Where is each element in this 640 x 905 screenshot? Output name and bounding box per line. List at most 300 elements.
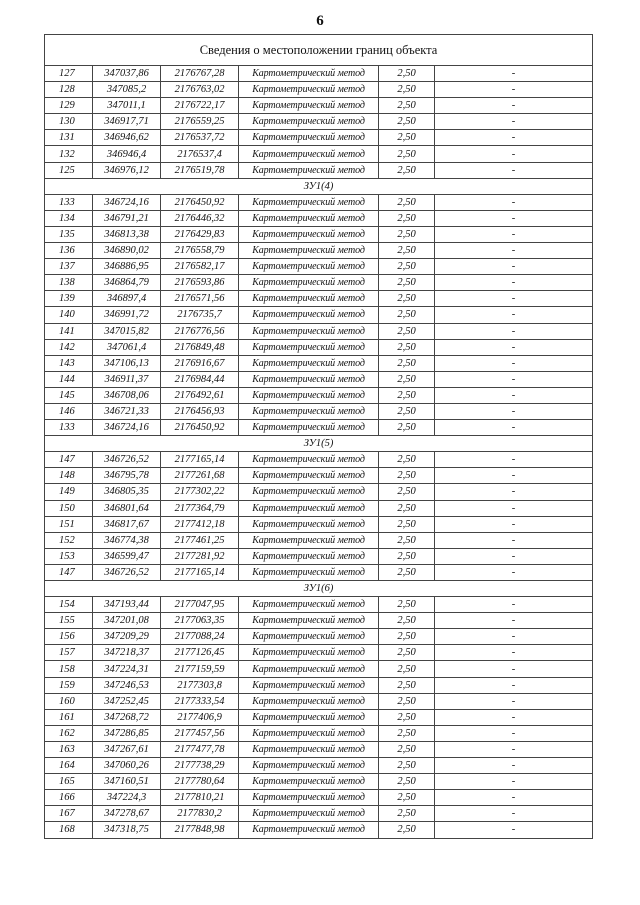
point-number-cell: 168 (45, 822, 93, 838)
accuracy-cell: 2,50 (379, 597, 435, 613)
coord-x-cell: 346897,4 (93, 291, 161, 307)
accuracy-cell: 2,50 (379, 790, 435, 806)
method-cell: Картометрический метод (239, 597, 379, 613)
description-cell: - (435, 355, 593, 371)
accuracy-cell: 2,50 (379, 661, 435, 677)
description-cell: - (435, 709, 593, 725)
description-cell: - (435, 452, 593, 468)
accuracy-cell: 2,50 (379, 774, 435, 790)
coord-y-cell: 2177261,68 (161, 468, 239, 484)
table-row (45, 387, 593, 403)
point-number-cell: 154 (45, 597, 93, 613)
method-cell: Картометрический метод (239, 661, 379, 677)
table-row (45, 484, 593, 500)
coord-y-cell: 2176722,17 (161, 98, 239, 114)
description-cell: - (435, 790, 593, 806)
coord-x-cell: 347061,4 (93, 339, 161, 355)
accuracy-cell: 2,50 (379, 548, 435, 564)
point-number-cell: 132 (45, 146, 93, 162)
coord-x-cell: 346795,78 (93, 468, 161, 484)
coord-y-cell: 2176519,78 (161, 162, 239, 178)
method-cell: Картометрический метод (239, 66, 379, 82)
method-cell: Картометрический метод (239, 114, 379, 130)
coord-x-cell: 347224,3 (93, 790, 161, 806)
method-cell: Картометрический метод (239, 355, 379, 371)
coord-y-cell: 2177088,24 (161, 629, 239, 645)
point-number-cell: 135 (45, 226, 93, 242)
table-row (45, 259, 593, 275)
accuracy-cell: 2,50 (379, 822, 435, 838)
coord-y-cell: 2176984,44 (161, 371, 239, 387)
accuracy-cell: 2,50 (379, 403, 435, 419)
coord-x-cell: 346726,52 (93, 564, 161, 580)
accuracy-cell: 2,50 (379, 210, 435, 226)
method-cell: Картометрический метод (239, 693, 379, 709)
method-cell: Картометрический метод (239, 275, 379, 291)
accuracy-cell: 2,50 (379, 371, 435, 387)
accuracy-cell: 2,50 (379, 806, 435, 822)
coord-y-cell: 2176492,61 (161, 387, 239, 403)
method-cell: Картометрический метод (239, 82, 379, 98)
accuracy-cell: 2,50 (379, 452, 435, 468)
section-label: ЗУ1(5) (45, 436, 593, 452)
description-cell: - (435, 822, 593, 838)
coord-x-cell: 347252,45 (93, 693, 161, 709)
coord-y-cell: 2177457,56 (161, 725, 239, 741)
accuracy-cell: 2,50 (379, 516, 435, 532)
method-cell: Картометрический метод (239, 564, 379, 580)
method-cell: Картометрический метод (239, 291, 379, 307)
coord-x-cell: 347286,85 (93, 725, 161, 741)
description-cell: - (435, 725, 593, 741)
point-number-cell: 140 (45, 307, 93, 323)
description-cell: - (435, 98, 593, 114)
table-row (45, 403, 593, 419)
accuracy-cell: 2,50 (379, 194, 435, 210)
coord-x-cell: 346724,16 (93, 194, 161, 210)
description-cell: - (435, 371, 593, 387)
table-row (45, 162, 593, 178)
method-cell: Картометрический метод (239, 806, 379, 822)
table-row (45, 468, 593, 484)
description-cell: - (435, 532, 593, 548)
coord-x-cell: 347246,53 (93, 677, 161, 693)
coord-y-cell: 2176450,92 (161, 194, 239, 210)
coord-y-cell: 2176767,28 (161, 66, 239, 82)
accuracy-cell: 2,50 (379, 387, 435, 403)
table-row (45, 500, 593, 516)
coord-y-cell: 2176571,56 (161, 291, 239, 307)
table-row (45, 774, 593, 790)
table-row (45, 741, 593, 757)
point-number-cell: 158 (45, 661, 93, 677)
point-number-cell: 144 (45, 371, 93, 387)
point-number-cell: 166 (45, 790, 93, 806)
accuracy-cell: 2,50 (379, 564, 435, 580)
table-row (45, 452, 593, 468)
accuracy-cell: 2,50 (379, 677, 435, 693)
description-cell: - (435, 500, 593, 516)
point-number-cell: 151 (45, 516, 93, 532)
coord-x-cell: 346817,67 (93, 516, 161, 532)
description-cell: - (435, 758, 593, 774)
method-cell: Картометрический метод (239, 741, 379, 757)
description-cell: - (435, 194, 593, 210)
coord-y-cell: 2176446,32 (161, 210, 239, 226)
coord-y-cell: 2177159,59 (161, 661, 239, 677)
accuracy-cell: 2,50 (379, 500, 435, 516)
method-cell: Картометрический метод (239, 822, 379, 838)
point-number-cell: 159 (45, 677, 93, 693)
description-cell: - (435, 806, 593, 822)
description-cell: - (435, 66, 593, 82)
point-number-cell: 127 (45, 66, 93, 82)
coord-x-cell: 346801,64 (93, 500, 161, 516)
coord-y-cell: 2177406,9 (161, 709, 239, 725)
coord-y-cell: 2177063,35 (161, 613, 239, 629)
coord-y-cell: 2177461,25 (161, 532, 239, 548)
description-cell: - (435, 162, 593, 178)
coord-x-cell: 346726,52 (93, 452, 161, 468)
description-cell: - (435, 146, 593, 162)
coord-x-cell: 347278,67 (93, 806, 161, 822)
description-cell: - (435, 339, 593, 355)
description-cell: - (435, 597, 593, 613)
point-number-cell: 137 (45, 259, 93, 275)
coord-x-cell: 346805,35 (93, 484, 161, 500)
coord-x-cell: 346774,38 (93, 532, 161, 548)
point-number-cell: 150 (45, 500, 93, 516)
table-row (45, 661, 593, 677)
method-cell: Картометрический метод (239, 709, 379, 725)
section-row (45, 178, 593, 194)
accuracy-cell: 2,50 (379, 66, 435, 82)
coord-y-cell: 2176735,7 (161, 307, 239, 323)
table-row (45, 82, 593, 98)
coord-x-cell: 347037,86 (93, 66, 161, 82)
table-row (45, 693, 593, 709)
table-row (45, 629, 593, 645)
coord-y-cell: 2177047,95 (161, 597, 239, 613)
point-number-cell: 142 (45, 339, 93, 355)
method-cell: Картометрический метод (239, 677, 379, 693)
table-row (45, 725, 593, 741)
table-row (45, 114, 593, 130)
accuracy-cell: 2,50 (379, 468, 435, 484)
point-number-cell: 133 (45, 420, 93, 436)
accuracy-cell: 2,50 (379, 645, 435, 661)
coord-y-cell: 2177830,2 (161, 806, 239, 822)
description-cell: - (435, 516, 593, 532)
description-cell: - (435, 564, 593, 580)
method-cell: Картометрический метод (239, 790, 379, 806)
coord-x-cell: 346708,06 (93, 387, 161, 403)
method-cell: Картометрический метод (239, 516, 379, 532)
table-row (45, 371, 593, 387)
coord-x-cell: 346813,38 (93, 226, 161, 242)
coord-y-cell: 2176537,4 (161, 146, 239, 162)
coord-x-cell: 346599,47 (93, 548, 161, 564)
point-number-cell: 155 (45, 613, 93, 629)
table-row (45, 597, 593, 613)
coord-y-cell: 2177364,79 (161, 500, 239, 516)
description-cell: - (435, 693, 593, 709)
coord-x-cell: 346917,71 (93, 114, 161, 130)
point-number-cell: 165 (45, 774, 93, 790)
table-row (45, 758, 593, 774)
point-number-cell: 167 (45, 806, 93, 822)
description-cell: - (435, 387, 593, 403)
accuracy-cell: 2,50 (379, 741, 435, 757)
accuracy-cell: 2,50 (379, 355, 435, 371)
coord-y-cell: 2177303,8 (161, 677, 239, 693)
table-row (45, 98, 593, 114)
table-row (45, 677, 593, 693)
method-cell: Картометрический метод (239, 774, 379, 790)
description-cell: - (435, 403, 593, 419)
accuracy-cell: 2,50 (379, 709, 435, 725)
coord-y-cell: 2177165,14 (161, 452, 239, 468)
description-cell: - (435, 275, 593, 291)
coord-x-cell: 346911,37 (93, 371, 161, 387)
coord-y-cell: 2176916,67 (161, 355, 239, 371)
table-row (45, 146, 593, 162)
point-number-cell: 143 (45, 355, 93, 371)
point-number-cell: 156 (45, 629, 93, 645)
section-label: ЗУ1(6) (45, 581, 593, 597)
coord-y-cell: 2177477,78 (161, 741, 239, 757)
table-row (45, 564, 593, 580)
point-number-cell: 139 (45, 291, 93, 307)
method-cell: Картометрический метод (239, 645, 379, 661)
coord-x-cell: 347106,13 (93, 355, 161, 371)
description-cell: - (435, 243, 593, 259)
table-row (45, 532, 593, 548)
description-cell: - (435, 548, 593, 564)
method-cell: Картометрический метод (239, 420, 379, 436)
point-number-cell: 134 (45, 210, 93, 226)
coord-x-cell: 346946,62 (93, 130, 161, 146)
point-number-cell: 146 (45, 403, 93, 419)
accuracy-cell: 2,50 (379, 758, 435, 774)
method-cell: Картометрический метод (239, 162, 379, 178)
table-row (45, 613, 593, 629)
description-cell: - (435, 629, 593, 645)
table-row (45, 420, 593, 436)
description-cell: - (435, 468, 593, 484)
table-row (45, 822, 593, 838)
description-cell: - (435, 645, 593, 661)
description-cell: - (435, 774, 593, 790)
point-number-cell: 157 (45, 645, 93, 661)
accuracy-cell: 2,50 (379, 532, 435, 548)
coord-x-cell: 347201,08 (93, 613, 161, 629)
coord-x-cell: 347085,2 (93, 82, 161, 98)
method-cell: Картометрический метод (239, 339, 379, 355)
point-number-cell: 125 (45, 162, 93, 178)
point-number-cell: 162 (45, 725, 93, 741)
table-row (45, 339, 593, 355)
coord-y-cell: 2176456,93 (161, 403, 239, 419)
coord-x-cell: 346976,12 (93, 162, 161, 178)
accuracy-cell: 2,50 (379, 114, 435, 130)
table-row (45, 307, 593, 323)
accuracy-cell: 2,50 (379, 226, 435, 242)
coord-x-cell: 346886,95 (93, 259, 161, 275)
method-cell: Картометрический метод (239, 259, 379, 275)
coord-x-cell: 347268,72 (93, 709, 161, 725)
table-row (45, 709, 593, 725)
description-cell: - (435, 484, 593, 500)
method-cell: Картометрический метод (239, 725, 379, 741)
point-number-cell: 138 (45, 275, 93, 291)
description-cell: - (435, 226, 593, 242)
accuracy-cell: 2,50 (379, 259, 435, 275)
description-cell: - (435, 677, 593, 693)
coord-y-cell: 2177126,45 (161, 645, 239, 661)
coord-x-cell: 346890,02 (93, 243, 161, 259)
coord-x-cell: 347218,37 (93, 645, 161, 661)
table-row (45, 66, 593, 82)
accuracy-cell: 2,50 (379, 339, 435, 355)
method-cell: Картометрический метод (239, 146, 379, 162)
coord-y-cell: 2177738,29 (161, 758, 239, 774)
description-cell: - (435, 323, 593, 339)
coord-x-cell: 346721,33 (93, 403, 161, 419)
accuracy-cell: 2,50 (379, 484, 435, 500)
coord-y-cell: 2176776,56 (161, 323, 239, 339)
table-row (45, 130, 593, 146)
coord-x-cell: 347267,61 (93, 741, 161, 757)
method-cell: Картометрический метод (239, 243, 379, 259)
table-row (45, 210, 593, 226)
table-row (45, 548, 593, 564)
table-title-row (45, 35, 593, 66)
method-cell: Картометрический метод (239, 226, 379, 242)
accuracy-cell: 2,50 (379, 291, 435, 307)
coord-y-cell: 2176558,79 (161, 243, 239, 259)
method-cell: Картометрический метод (239, 98, 379, 114)
accuracy-cell: 2,50 (379, 307, 435, 323)
coord-y-cell: 2176559,25 (161, 114, 239, 130)
table-row (45, 355, 593, 371)
method-cell: Картометрический метод (239, 307, 379, 323)
method-cell: Картометрический метод (239, 210, 379, 226)
point-number-cell: 131 (45, 130, 93, 146)
description-cell: - (435, 259, 593, 275)
description-cell: - (435, 307, 593, 323)
coord-y-cell: 2177302,22 (161, 484, 239, 500)
coord-y-cell: 2177780,64 (161, 774, 239, 790)
section-label: ЗУ1(4) (45, 178, 593, 194)
coord-y-cell: 2176582,17 (161, 259, 239, 275)
method-cell: Картометрический метод (239, 468, 379, 484)
method-cell: Картометрический метод (239, 629, 379, 645)
description-cell: - (435, 613, 593, 629)
table-row (45, 291, 593, 307)
point-number-cell: 160 (45, 693, 93, 709)
method-cell: Картометрический метод (239, 387, 379, 403)
description-cell: - (435, 210, 593, 226)
point-number-cell: 148 (45, 468, 93, 484)
description-cell: - (435, 661, 593, 677)
coord-x-cell: 346724,16 (93, 420, 161, 436)
point-number-cell: 149 (45, 484, 93, 500)
method-cell: Картометрический метод (239, 194, 379, 210)
accuracy-cell: 2,50 (379, 275, 435, 291)
section-row (45, 436, 593, 452)
point-number-cell: 133 (45, 194, 93, 210)
coord-y-cell: 2177810,21 (161, 790, 239, 806)
table-row (45, 243, 593, 259)
accuracy-cell: 2,50 (379, 130, 435, 146)
coord-y-cell: 2177333,54 (161, 693, 239, 709)
boundary-coordinates-table (44, 34, 593, 839)
coord-x-cell: 347011,1 (93, 98, 161, 114)
method-cell: Картометрический метод (239, 323, 379, 339)
method-cell: Картометрический метод (239, 130, 379, 146)
method-cell: Картометрический метод (239, 371, 379, 387)
section-row (45, 581, 593, 597)
point-number-cell: 129 (45, 98, 93, 114)
accuracy-cell: 2,50 (379, 693, 435, 709)
accuracy-cell: 2,50 (379, 629, 435, 645)
coord-y-cell: 2176593,86 (161, 275, 239, 291)
method-cell: Картометрический метод (239, 484, 379, 500)
description-cell: - (435, 114, 593, 130)
coord-y-cell: 2177412,18 (161, 516, 239, 532)
coord-x-cell: 347318,75 (93, 822, 161, 838)
coord-x-cell: 346791,21 (93, 210, 161, 226)
coord-x-cell: 347160,51 (93, 774, 161, 790)
coord-x-cell: 347209,29 (93, 629, 161, 645)
method-cell: Картометрический метод (239, 500, 379, 516)
coord-x-cell: 346864,79 (93, 275, 161, 291)
coord-y-cell: 2176450,92 (161, 420, 239, 436)
point-number-cell: 147 (45, 564, 93, 580)
point-number-cell: 136 (45, 243, 93, 259)
point-number-cell: 153 (45, 548, 93, 564)
table-row (45, 516, 593, 532)
accuracy-cell: 2,50 (379, 243, 435, 259)
accuracy-cell: 2,50 (379, 420, 435, 436)
method-cell: Картометрический метод (239, 758, 379, 774)
point-number-cell: 147 (45, 452, 93, 468)
accuracy-cell: 2,50 (379, 613, 435, 629)
table-row (45, 226, 593, 242)
table-row (45, 194, 593, 210)
coord-y-cell: 2176849,48 (161, 339, 239, 355)
coord-y-cell: 2176537,72 (161, 130, 239, 146)
description-cell: - (435, 130, 593, 146)
point-number-cell: 128 (45, 82, 93, 98)
coord-y-cell: 2176763,02 (161, 82, 239, 98)
point-number-cell: 145 (45, 387, 93, 403)
point-number-cell: 141 (45, 323, 93, 339)
point-number-cell: 152 (45, 532, 93, 548)
table-row (45, 275, 593, 291)
description-cell: - (435, 82, 593, 98)
description-cell: - (435, 741, 593, 757)
coord-x-cell: 346991,72 (93, 307, 161, 323)
method-cell: Картометрический метод (239, 452, 379, 468)
page-number: 6 (316, 13, 324, 29)
table-row (45, 645, 593, 661)
coord-x-cell: 347015,82 (93, 323, 161, 339)
coord-y-cell: 2177165,14 (161, 564, 239, 580)
coord-x-cell: 347193,44 (93, 597, 161, 613)
point-number-cell: 161 (45, 709, 93, 725)
